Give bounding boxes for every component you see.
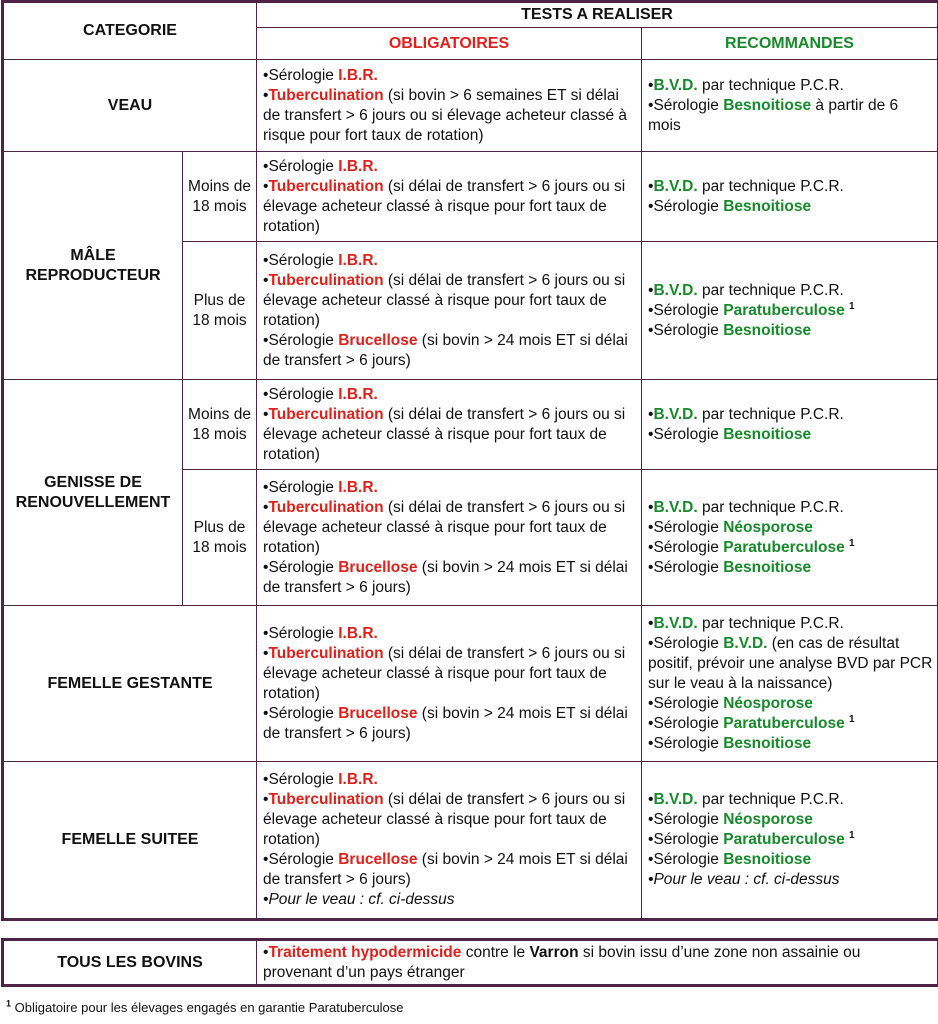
required-tests-suitee: • Sérologie I.B.R. • Tuberculination (si délai de transfert > 6 jours ou si élevage acheteur classé à risque pour fort taux de rotation) • Sérologie Brucellose (si bovin > 24 mois ET si délai de transfert > 6 jours) • Pour le veau : cf. ci-dessus	[257, 762, 642, 919]
recommended-tests-veau: • B.V.D. par technique P.C.R. • Sérologie Besnoitiose à partir de 6 mois	[642, 60, 938, 152]
tous-treatment: • Traitement hypodermicide contre le Varron si bovin issu d’une zone non assainie ou provenant d’un pays étranger	[257, 941, 938, 985]
row-veau	[4, 60, 938, 152]
tous-bovins-table	[3, 940, 938, 985]
category-gestante: FEMELLE GESTANTE	[4, 606, 257, 762]
required-tests-male-plus: • Sérologie I.B.R. • Tuberculination (si délai de transfert > 6 jours ou si élevage acheteur classé à risque pour fort taux de rotation) • Sérologie Brucellose (si bovin > 24 mois ET si délai de transfert > 6 jours)	[257, 242, 642, 380]
header-obligatoires: OBLIGATOIRES	[257, 28, 642, 60]
category-genisse: GENISSE DE RENOUVELLEMENT	[4, 380, 183, 606]
required-tests-gestante: • Sérologie I.B.R. • Tuberculination (si délai de transfert > 6 jours ou si élevage acheteur classé à risque pour fort taux de rotation) • Sérologie Brucellose (si bovin > 24 mois ET si délai de transfert > 6 jours)	[257, 606, 642, 762]
age-moins-male: Moins de 18 mois	[183, 152, 257, 242]
recommended-tests-genisse-moins: • B.V.D. par technique P.C.R. • Sérologie Besnoitiose	[642, 380, 938, 470]
recommended-tests-suitee: • B.V.D. par technique P.C.R. • Sérologie Néosporose • Sérologie Paratuberculose $^1$ • Sérologie Besnoitiose • Pour le veau : cf. ci-dessus	[642, 762, 938, 919]
header-tests: TESTS A REALISER	[257, 3, 938, 28]
row-suitee	[4, 762, 938, 919]
recommended-tests-male-moins: • B.V.D. par technique P.C.R. • Sérologie Besnoitiose	[642, 152, 938, 242]
category-male: MÂLE REPRODUCTEUR	[4, 152, 183, 380]
header-categorie: CATEGORIE	[4, 3, 257, 60]
required-tests-genisse-plus: • Sérologie I.B.R. • Tuberculination (si délai de transfert > 6 jours ou si élevage acheteur classé à risque pour fort taux de rotation) • Sérologie Brucellose (si bovin > 24 mois ET si délai de transfert > 6 jours)	[257, 470, 642, 606]
age-plus-genisse: Plus de 18 mois	[183, 470, 257, 606]
age-plus-male: Plus de 18 mois	[183, 242, 257, 380]
header-recommandes: RECOMMANDES	[642, 28, 938, 60]
row-gestante	[4, 606, 938, 762]
footnote: $^1$ Obligatoire pour les élevages engagés en garantie Paratuberculose	[6, 998, 404, 1015]
category-tous: TOUS LES BOVINS	[4, 941, 257, 985]
row-genisse-moins	[4, 380, 938, 470]
category-veau: VEAU	[4, 60, 257, 152]
required-tests-male-moins: • Sérologie I.B.R. • Tuberculination (si délai de transfert > 6 jours ou si élevage acheteur classé à risque pour fort taux de rotation)	[257, 152, 642, 242]
required-tests-veau: • Sérologie I.B.R. • Tuberculination (si bovin > 6 semaines ET si délai de transfert > 6 jours ou si élevage acheteur classé à risque pour fort taux de rotation)	[257, 60, 642, 152]
recommended-tests-male-plus: • B.V.D. par technique P.C.R. • Sérologie Paratuberculose $^1$ • Sérologie Besnoitiose	[642, 242, 938, 380]
row-male-moins	[4, 152, 938, 242]
recommended-tests-genisse-plus: • B.V.D. par technique P.C.R. • Sérologie Néosporose • Sérologie Paratuberculose $^1$ • Sérologie Besnoitiose	[642, 470, 938, 606]
age-moins-genisse: Moins de 18 mois	[183, 380, 257, 470]
required-tests-genisse-moins: • Sérologie I.B.R. • Tuberculination (si délai de transfert > 6 jours ou si élevage acheteur classé à risque pour fort taux de rotation)	[257, 380, 642, 470]
recommended-tests-gestante: • B.V.D. par technique P.C.R. • Sérologie B.V.D. (en cas de résultat positif, prévoir une analyse BVD par PCR sur le veau à la naissance) • Sérologie Néosporose • Sérologie Paratuberculose $^1$ • Sérologie Besnoitiose	[642, 606, 938, 762]
tests-table	[3, 2, 938, 919]
category-suitee: FEMELLE SUITEE	[4, 762, 257, 919]
